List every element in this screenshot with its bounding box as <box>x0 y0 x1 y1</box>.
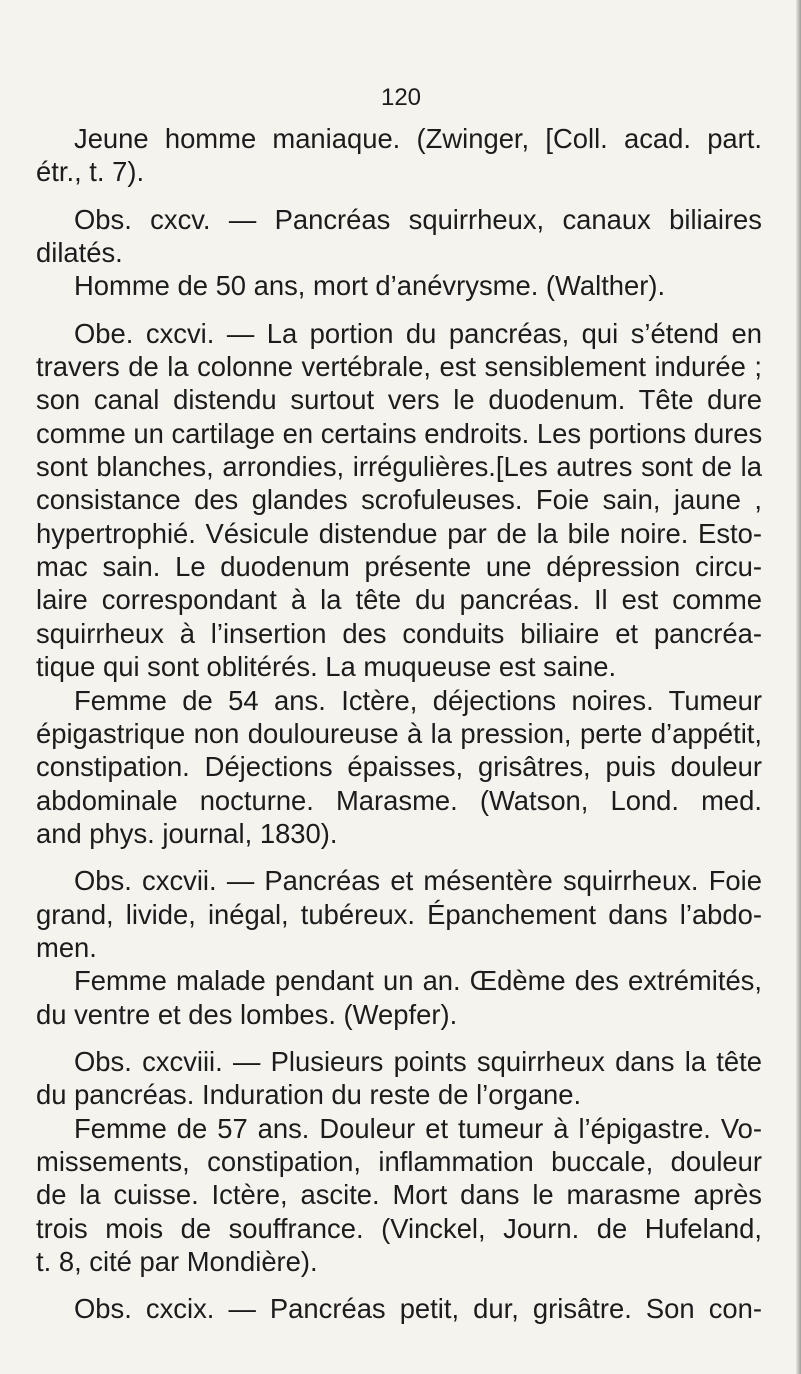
text-line: consistance des glandes scrofuleuses. Foie sain, jaune , <box>36 484 762 516</box>
observation-heading: Obe. cxcvi. — La portion du pancréas, qui s’étend en <box>74 317 762 349</box>
text-line: and phys. journal, 1830). <box>36 817 338 849</box>
page-number: 120 <box>380 84 422 111</box>
observation-heading: Obs. cxcix. — Pancréas petit, dur, grisâtre. Son con- <box>74 1293 762 1325</box>
text-line: épigastrique non douloureuse à la pression, perte d’appétit, <box>36 717 762 749</box>
text-line: hypertrophié. Vésicule distendue par de la bile noire. Esto- <box>36 517 762 549</box>
text-line: Femme de 54 ans. Ictère, déjections noires. Tumeur <box>74 684 762 716</box>
observation-heading: Obs. cxcviii. — Plusieurs points squirrheux dans la tête <box>74 1045 762 1077</box>
text-line: Homme de 50 ans, mort d’anévrysme. (Walther). <box>74 270 666 302</box>
text-line: du pancréas. Induration du reste de l’organe. <box>36 1079 582 1111</box>
text-line: men. <box>36 931 97 963</box>
page-text <box>36 122 762 1326</box>
text-line: abdominale nocturne. Marasme. (Watson, Lond. med. <box>36 784 762 816</box>
text-line: constipation. Déjections épaisses, grisâtres, puis douleur <box>36 751 762 783</box>
page-edge-shadow <box>796 0 801 1374</box>
text-line: dilatés. <box>36 237 123 269</box>
text-line: du ventre et des lombes. (Wepfer). <box>36 998 458 1030</box>
observation-heading: Obs. cxcv. — Pancréas squirrheux, canaux biliaires <box>74 203 762 235</box>
text-line: trois mois de souffrance. (Vinckel, Journ. de Hufeland, <box>36 1212 762 1244</box>
observation-heading: Obs. cxcvii. — Pancréas et mésentère squirrheux. Foie <box>74 865 762 897</box>
text-line: mac sain. Le duodenum présente une dépression circu- <box>36 551 762 583</box>
text-line: t. 8, cité par Mondière). <box>36 1246 318 1277</box>
text-line: squirrheux à l’insertion des conduits biliaire et pancréa- <box>36 617 762 649</box>
text-line: missements, constipation, inflammation buccale, douleur <box>36 1145 762 1177</box>
text-line: comme un cartilage en certains endroits. Les portions dures <box>36 417 763 449</box>
text-line: laire correspondant à la tête du pancréas. Il est comme <box>36 584 762 616</box>
text-line: étr., t. 7). <box>36 156 145 188</box>
text-line: Femme de 57 ans. Douleur et tumeur à l’épigastre. Vo- <box>74 1112 762 1144</box>
text-line: travers de la colonne vertébrale, est sensiblement indurée ; <box>36 351 762 383</box>
text-line: de la cuisse. Ictère, ascite. Mort dans le marasme après <box>36 1179 762 1211</box>
text-line: Femme malade pendant un an. Œdème des extrémités, <box>74 965 762 997</box>
text-line: Jeune homme maniaque. (Zwinger, [Coll. acad. part. <box>74 123 762 154</box>
text-line: tique qui sont oblitérés. La muqueuse est saine. <box>36 651 617 683</box>
text-line: sont blanches, arrondies, irrégulières.[Les autres sont de la <box>36 451 762 483</box>
text-line: grand, livide, inégal, tubéreux. Épanchement dans l’abdo- <box>36 898 762 930</box>
text-line: son canal distendu surtout vers le duodenum. Tête dure <box>36 384 762 416</box>
